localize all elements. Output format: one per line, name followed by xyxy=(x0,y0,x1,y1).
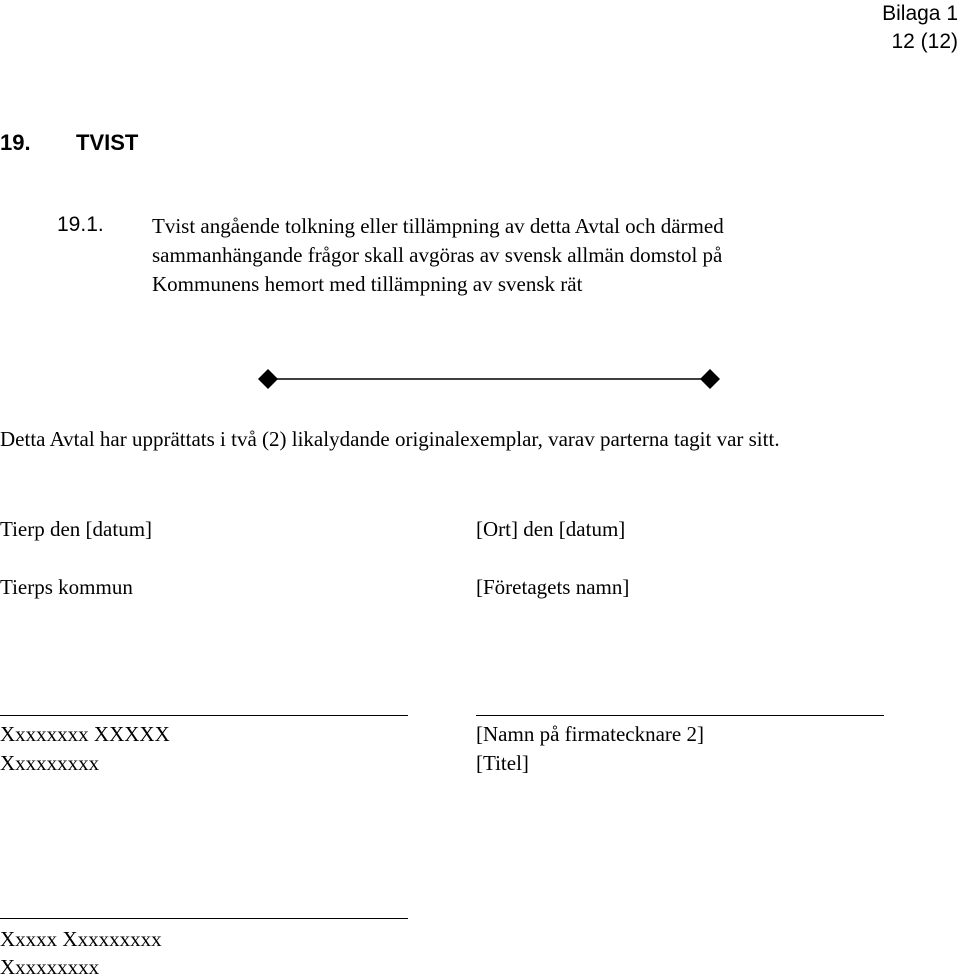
section-divider xyxy=(0,360,960,400)
diamond-icon xyxy=(258,369,278,389)
left-signatory-1-name: Xxxxxxxx XXXXX xyxy=(0,722,170,746)
left-signatory-2-title: Xxxxxxxxx xyxy=(0,955,100,979)
page-number: 12 (12) xyxy=(891,30,958,53)
appendix-label: Bilaga 1 xyxy=(882,2,958,25)
closing-statement: Detta Avtal har upprättats i två (2) likalydande originalexemplar, varav parterna tagit var sitt. xyxy=(0,427,780,451)
page-header xyxy=(882,0,958,56)
section-number: 19. xyxy=(0,130,31,155)
right-party-name: [Företagets namn] xyxy=(476,575,630,599)
left-place-date: Tierp den [datum] xyxy=(0,517,153,541)
clause-number: 19.1. xyxy=(57,213,104,236)
clause-line: Tvist angående tolkning eller tillämpning av detta Avtal och därmed xyxy=(152,214,724,238)
clause-text xyxy=(152,212,724,299)
left-party-name: Tierps kommun xyxy=(0,575,133,599)
clause-line: sammanhängande frågor skall avgöras av svensk allmän domstol på xyxy=(152,243,723,267)
right-signatory-title: [Titel] xyxy=(476,751,529,775)
diamond-icon xyxy=(700,369,720,389)
left-signature-line xyxy=(0,715,408,716)
section-title: TVIST xyxy=(76,130,139,155)
clause-line: Kommunens hemort med tillämpning av svensk rät xyxy=(152,272,583,296)
left-signature-line-2 xyxy=(0,918,408,919)
left-signatory-2-name: Xxxxx Xxxxxxxxx xyxy=(0,927,162,951)
right-signatory-name: [Namn på firmatecknare 2] xyxy=(476,722,704,746)
right-signature-line xyxy=(476,715,884,716)
left-signatory-1-title: Xxxxxxxxx xyxy=(0,751,100,775)
right-place-date: [Ort] den [datum] xyxy=(476,517,626,541)
